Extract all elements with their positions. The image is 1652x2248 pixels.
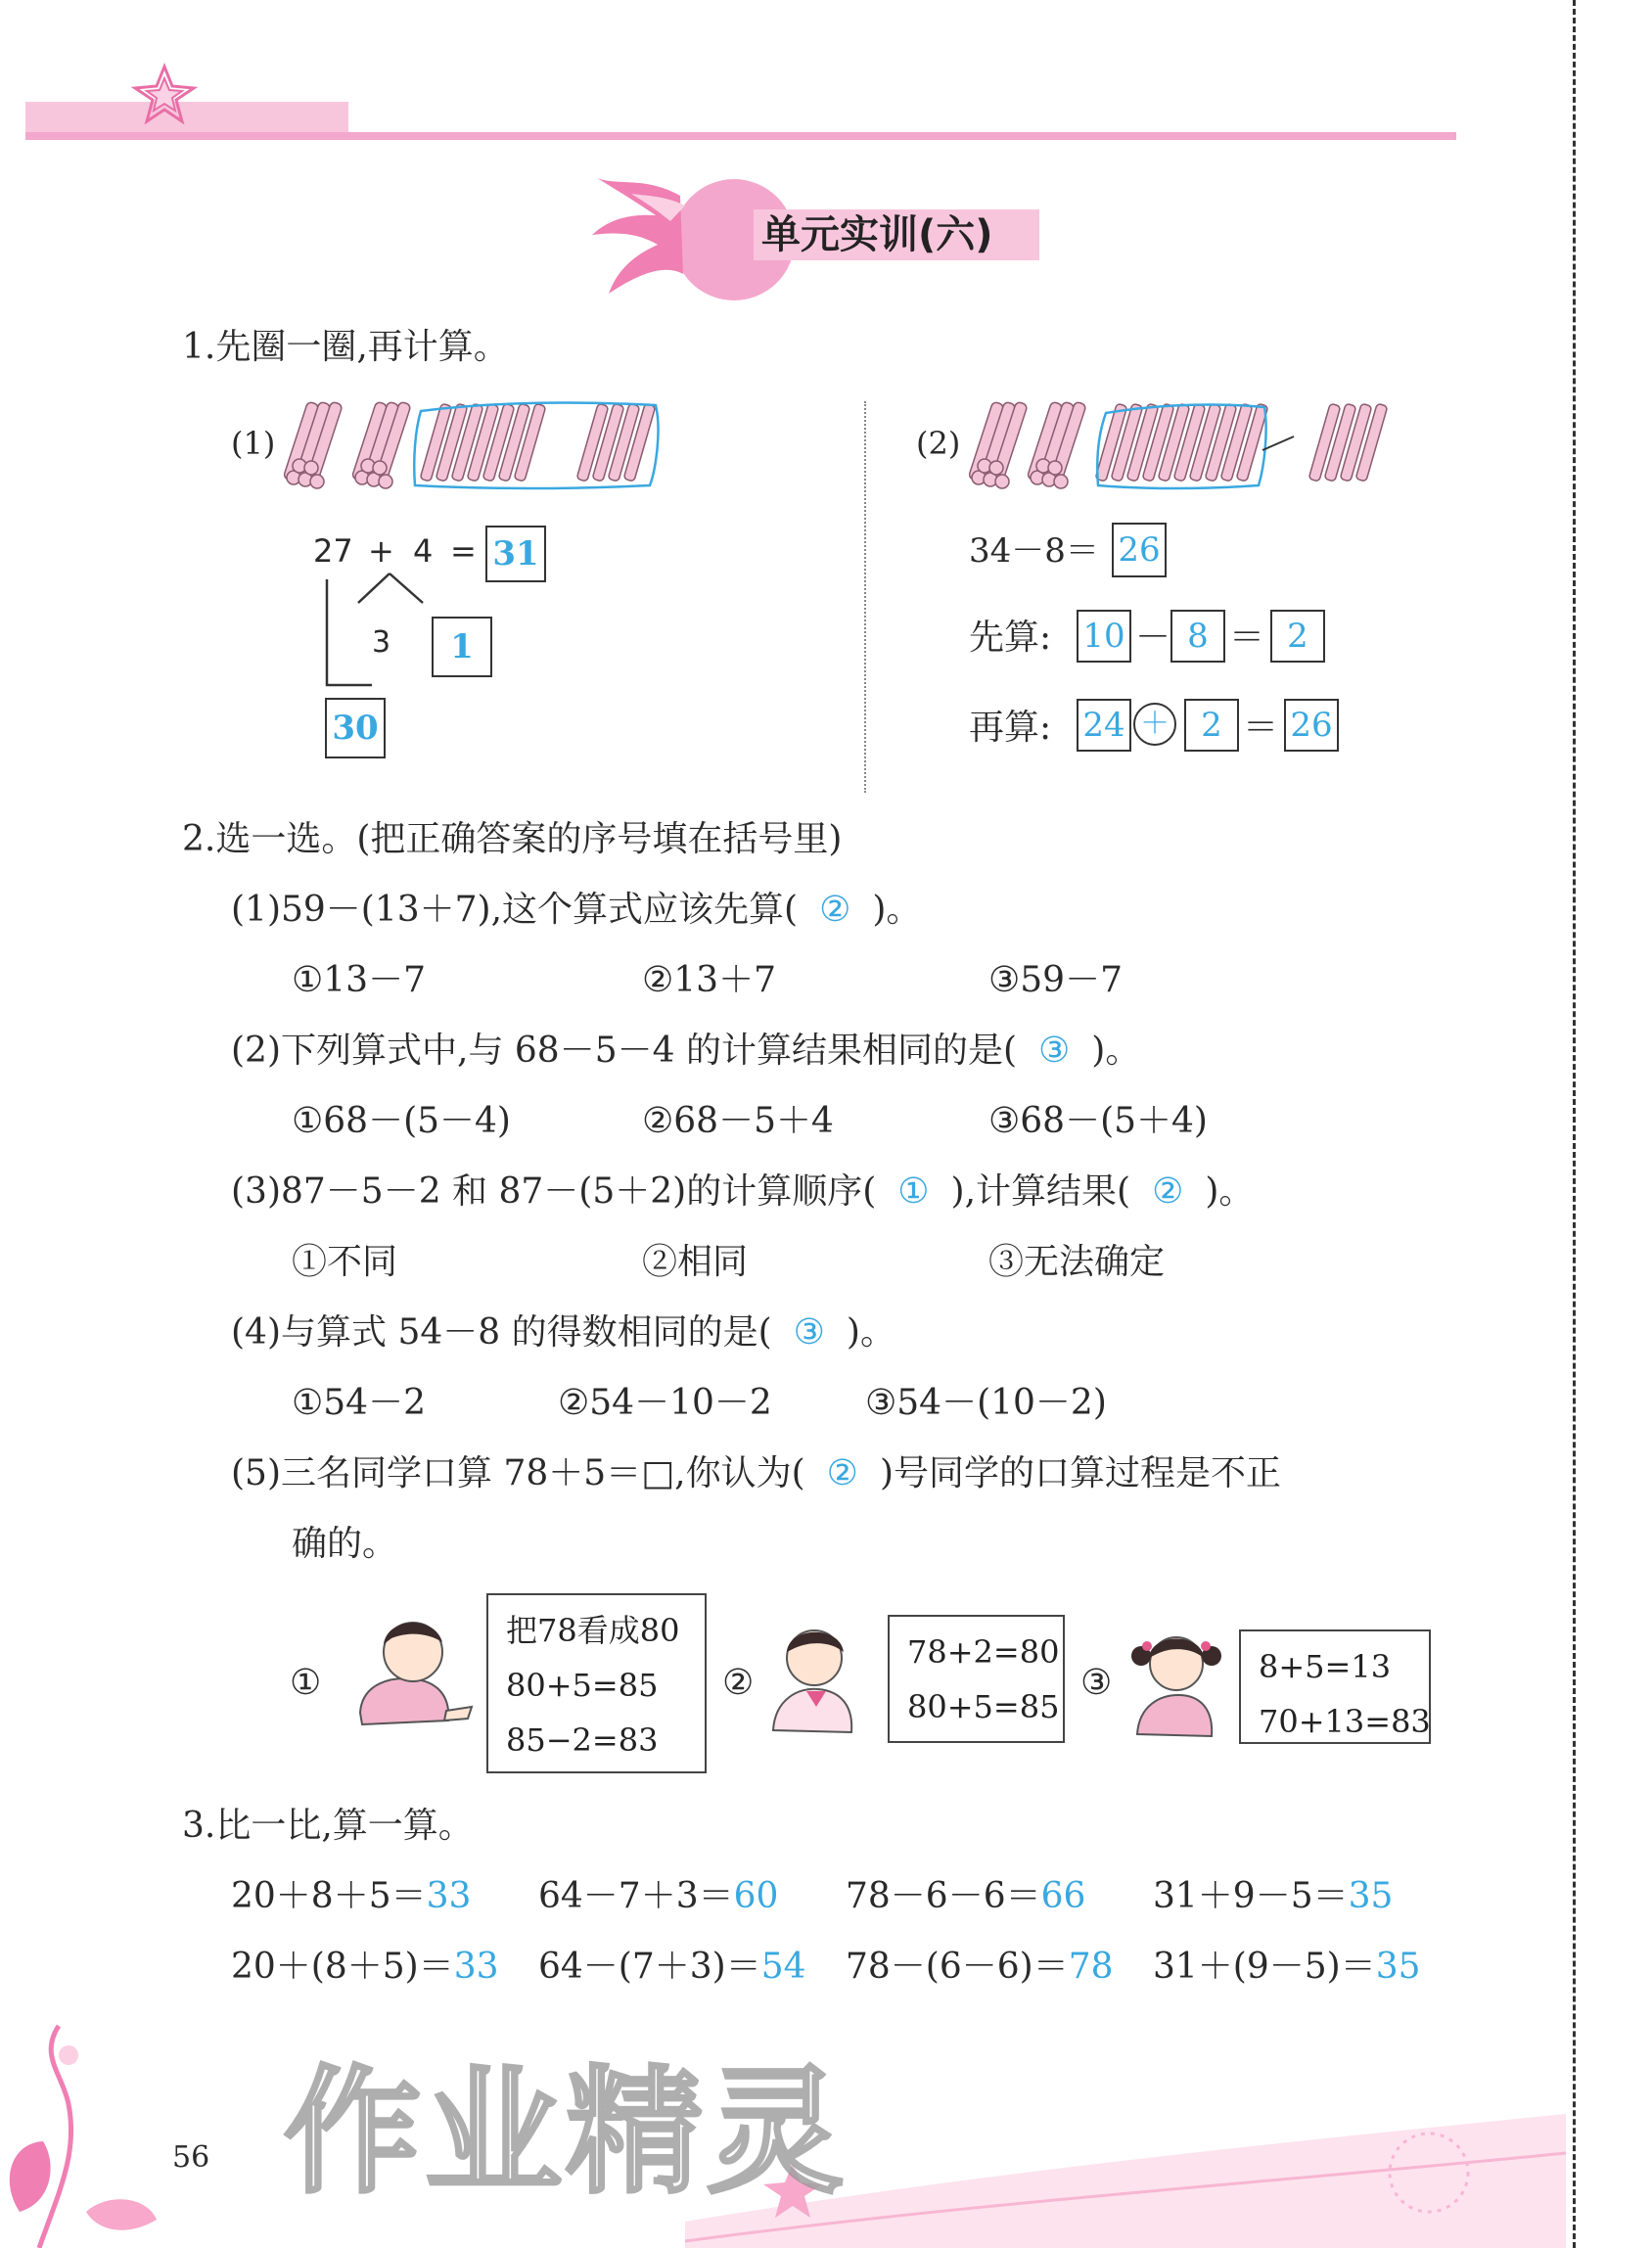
student-2-num: ② — [722, 1663, 755, 1703]
q2-4-opt-1: ①54－2 — [292, 1383, 426, 1423]
q3-r2-c4-expr: 31＋(9－5)＝ — [1153, 1947, 1376, 1987]
q2-1-opt-3: ③59－7 — [988, 960, 1123, 1000]
plus-circle-sign: ＋ — [1140, 707, 1170, 741]
star-icon — [127, 61, 206, 129]
student-3-box — [1239, 1629, 1431, 1744]
q2-4-opt-2: ②54－10－2 — [558, 1383, 772, 1423]
q3-r1-c3-expr: 78－6－6＝ — [846, 1876, 1041, 1916]
q1-p1-split: 3 — [372, 625, 391, 660]
q3-r2-c3-expr: 78－(6－6)＝ — [846, 1947, 1069, 1987]
q1-p1-a: 27 — [313, 532, 353, 570]
q3-r1-c3-ans[interactable]: 66 — [1040, 1876, 1086, 1916]
q3-r2-c2 — [538, 1947, 806, 1987]
q2-2-opt-2: ②68－5＋4 — [642, 1101, 834, 1141]
girl-icon — [1118, 1617, 1235, 1754]
q1-p2-result-box[interactable]: 26 — [1112, 523, 1167, 577]
q1-p1-box2[interactable]: 30 — [325, 698, 386, 758]
first-box-1[interactable]: 10 — [1077, 610, 1131, 663]
boy-1-icon — [333, 1605, 480, 1752]
s3-line-2: 70+13=83 — [1259, 1703, 1431, 1740]
q1-p1-b: 4 — [413, 532, 434, 570]
q3-r2-c3 — [846, 1947, 1114, 1987]
q2-2-post: )。 — [1091, 1031, 1141, 1071]
then-equals: ＝ — [1243, 708, 1279, 748]
sticks-illustration-2 — [969, 391, 1409, 499]
cut-line — [1573, 0, 1576, 2248]
q1-p1-eq: = — [450, 532, 477, 570]
q3-r2-c2-ans[interactable]: 54 — [760, 1947, 806, 1987]
first-minus: － — [1135, 618, 1171, 658]
q3-r1-c2 — [538, 1876, 779, 1916]
q2-3-opt-1: ①不同 — [292, 1242, 398, 1282]
q3-r2-c1-ans[interactable]: 33 — [453, 1947, 499, 1987]
first-box-3[interactable]: 2 — [1270, 610, 1325, 663]
q3-r2-c4-ans[interactable]: 35 — [1375, 1947, 1421, 1987]
first-equals: ＝ — [1229, 618, 1265, 658]
q1-p2-label: (2) — [916, 425, 961, 462]
q2-3-text: (3)87－5－2 和 87－(5＋2)的计算顺序( — [231, 1171, 877, 1212]
loose-sticks-b — [576, 403, 656, 482]
q2-2-opt-1: ①68－(5－4) — [292, 1101, 511, 1141]
q2-3-answer[interactable]: ① — [897, 1171, 930, 1212]
q2-2-answer[interactable]: ③ — [1038, 1031, 1071, 1071]
q2-item-1 — [231, 890, 922, 930]
q2-4-post: )。 — [846, 1312, 895, 1353]
s2-line-1: 78+2=80 — [907, 1633, 1060, 1671]
boy-2-icon — [756, 1613, 873, 1760]
q1-p2-then-label: 再算: — [969, 708, 1052, 748]
q1-p1-result-box[interactable]: 31 — [485, 526, 546, 582]
page-title: 单元实训(六) — [761, 212, 993, 257]
q3-r2-c1-expr: 20＋(8＋5)＝ — [231, 1947, 454, 1987]
plus-circle — [1133, 703, 1176, 746]
q1-p1-box1[interactable]: 1 — [432, 617, 492, 677]
q2-2-text: (2)下列算式中,与 68－5－4 的计算结果相同的是( — [231, 1031, 1017, 1071]
q2-1-text: (1)59－(13＋7),这个算式应该先算( — [231, 890, 799, 930]
bundle-1 — [284, 401, 343, 488]
q3-r1-c1 — [231, 1876, 472, 1916]
q2-1-opt-2: ②13＋7 — [642, 960, 776, 1000]
q2-item-3 — [231, 1171, 1255, 1212]
q3-r2-c2-expr: 64－(7＋3)＝ — [538, 1947, 761, 1987]
student-3-num: ③ — [1080, 1663, 1113, 1703]
q2-2-opt-3: ③68－(5＋4) — [988, 1101, 1208, 1141]
q1-title: 1.先圈一圈,再计算。 — [182, 327, 509, 367]
then-box-1[interactable]: 24 — [1077, 699, 1131, 752]
s1-line-3: 85−2=83 — [506, 1721, 659, 1759]
q1-p1-label: (1) — [231, 425, 276, 462]
q2-4-opt-3: ③54－(10－2) — [865, 1383, 1107, 1423]
q3-r2-c1 — [231, 1947, 499, 1987]
first-box-2[interactable]: 8 — [1170, 610, 1225, 663]
bundle-2 — [351, 401, 411, 488]
q2-1-opt-1: ①13－7 — [292, 960, 426, 1000]
q1-p1-plus: + — [368, 532, 394, 570]
student-1-box — [486, 1593, 707, 1773]
q3-r1-c1-expr: 20＋8＋5＝ — [231, 1876, 427, 1916]
q3-r1-c3 — [846, 1876, 1086, 1916]
q2-1-post: )。 — [872, 890, 922, 930]
q1-p2-first-label: 先算: — [969, 618, 1052, 658]
s1-line-1: 把78看成80 — [506, 1612, 680, 1649]
q2-item-5 — [231, 1453, 1281, 1493]
s2-line-2: 80+5=85 — [907, 1688, 1060, 1725]
q3-r2-c3-ans[interactable]: 78 — [1068, 1947, 1114, 1987]
q3-r1-c2-ans[interactable]: 60 — [733, 1876, 779, 1916]
student-1-num: ① — [290, 1663, 322, 1703]
student-2-box — [888, 1615, 1065, 1743]
q2-5-line2: 确的。 — [292, 1524, 398, 1564]
page-number: 56 — [172, 2140, 210, 2175]
q1-p2-eq: 34－8＝ — [969, 531, 1099, 571]
flower-icon — [0, 2016, 254, 2248]
q2-title: 2.选一选。(把正确答案的序号填在括号里) — [182, 819, 843, 859]
q2-3-post: )。 — [1205, 1171, 1255, 1212]
q2-3-mid: ),计算结果( — [950, 1171, 1131, 1212]
q2-4-text: (4)与算式 54－8 的得数相同的是( — [231, 1312, 772, 1353]
q3-r1-c4 — [1153, 1876, 1394, 1916]
sticks-illustration-1 — [284, 391, 665, 499]
q2-3-opt-2: ②相同 — [642, 1242, 749, 1282]
q3-r1-c2-expr: 64－7＋3＝ — [538, 1876, 734, 1916]
s1-line-2: 80+5=85 — [506, 1667, 659, 1704]
then-box-2[interactable]: 2 — [1184, 699, 1239, 752]
q2-item-2 — [231, 1033, 1140, 1069]
q3-r2-c4 — [1153, 1947, 1421, 1987]
q2-4-answer[interactable]: ③ — [793, 1312, 825, 1353]
q3-r1-c4-ans[interactable]: 35 — [1348, 1876, 1394, 1916]
q3-title: 3.比一比,算一算。 — [182, 1806, 474, 1846]
watermark: 作业精灵 — [284, 2053, 849, 2213]
q3-r1-c1-ans[interactable]: 33 — [426, 1876, 472, 1916]
q2-5-post: )号同学的口算过程是不正 — [879, 1453, 1281, 1493]
q3-r1-c4-expr: 31＋9－5＝ — [1153, 1876, 1349, 1916]
q2-item-4 — [231, 1312, 895, 1353]
q2-5-text: (5)三名同学口算 78＋5＝□,你认为( — [231, 1453, 805, 1493]
loose-sticks-a — [420, 403, 546, 482]
s3-line-1: 8+5=13 — [1259, 1648, 1392, 1685]
q2-1-answer[interactable]: ② — [819, 890, 851, 930]
then-box-3[interactable]: 26 — [1284, 699, 1339, 752]
q2-3-answer-2[interactable]: ② — [1152, 1171, 1184, 1212]
header-line — [25, 132, 1456, 140]
q2-5-answer[interactable]: ② — [826, 1453, 858, 1493]
part-divider — [864, 401, 866, 793]
q2-3-opt-3: ③无法确定 — [988, 1242, 1166, 1282]
